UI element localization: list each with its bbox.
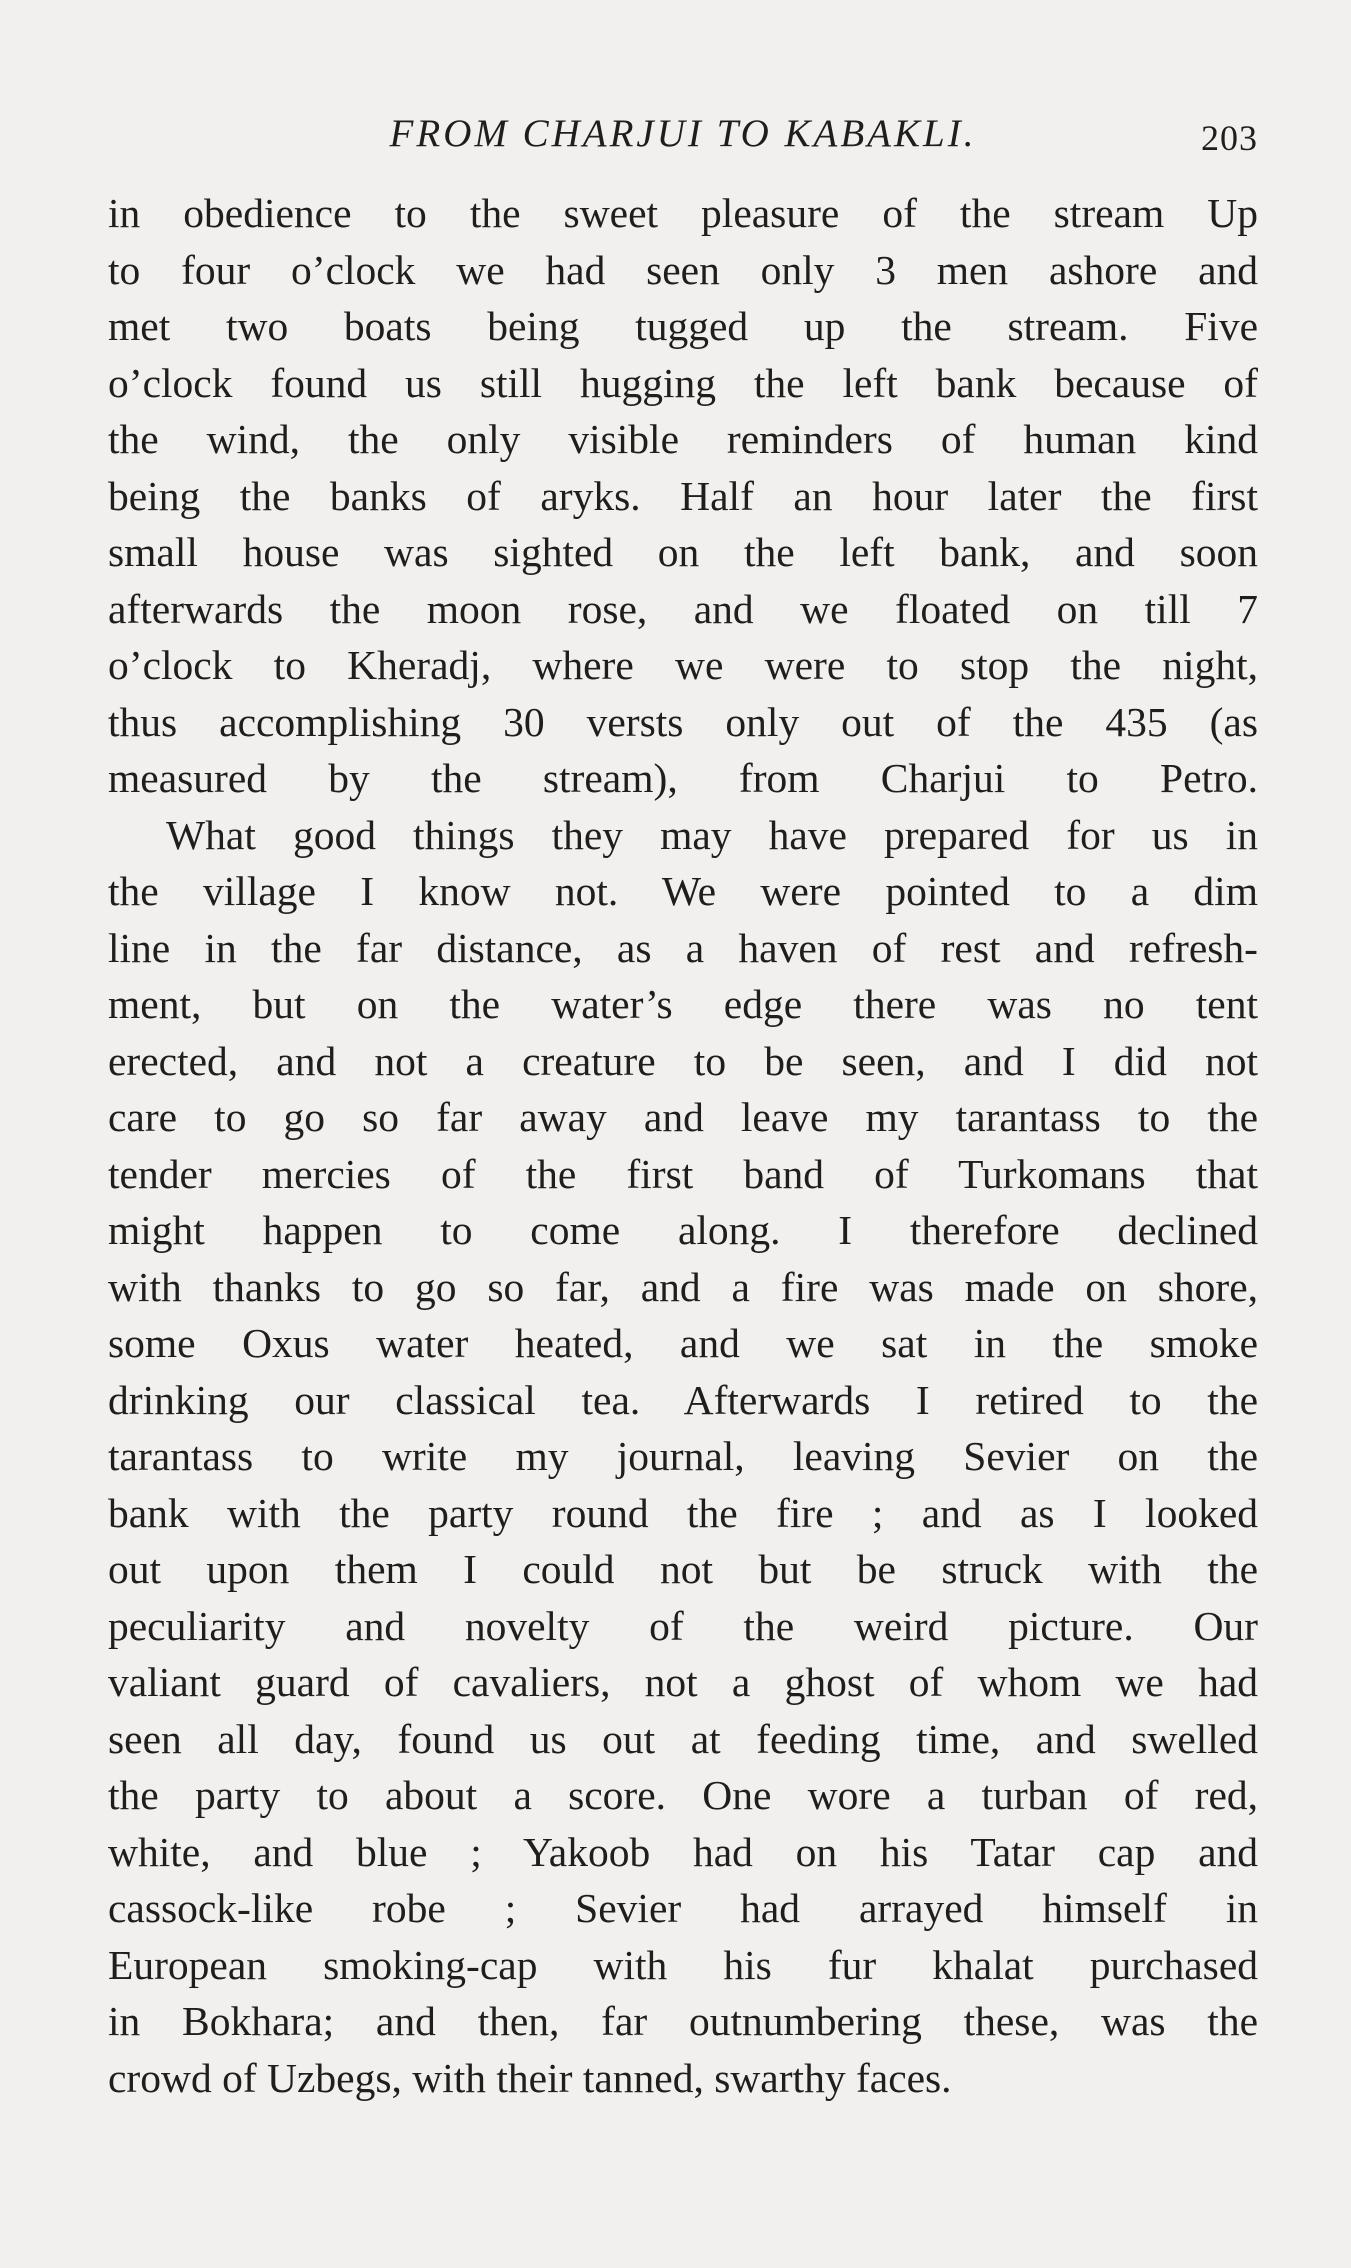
text-line: bank with the party round the fire ; and as I looked bbox=[108, 1489, 1258, 1536]
text-line: tarantass to write my journal, leaving Sevier on the bbox=[108, 1433, 1258, 1479]
text-line: with thanks to go so far, and a fire was made on shore, bbox=[108, 1263, 1258, 1310]
text-line: tender mercies of the first band of Turkomans that bbox=[108, 1150, 1258, 1197]
text-line: erected, and not a creature to be seen, and I did not bbox=[108, 1037, 1258, 1084]
text-line: peculiarity and novelty of the weird picture. Our bbox=[108, 1602, 1258, 1649]
text-line: crowd of Uzbegs, with their tanned, swarthy faces. bbox=[108, 2054, 952, 2101]
running-title: FROM CHARJUI TO KABAKLI. bbox=[389, 112, 977, 155]
text-line: cassock-like robe ; Sevier had arrayed himself in bbox=[108, 1885, 1258, 1931]
text-line: European smoking-cap with his fur khalat purchased bbox=[108, 1941, 1258, 1988]
text-line: drinking our classical tea. Afterwards I retired to the bbox=[108, 1376, 1258, 1423]
text-line: met two boats being tugged up the stream. Five bbox=[108, 303, 1258, 349]
text-line: o’clock found us still hugging the left bank because of bbox=[108, 359, 1258, 406]
text-line: valiant guard of cavaliers, not a ghost of whom we had bbox=[108, 1659, 1258, 1705]
text-line: some Oxus water heated, and we sat in the smoke bbox=[108, 1320, 1258, 1366]
text-line: ment, but on the water’s edge there was no tent bbox=[108, 981, 1258, 1027]
text-line: to four o’clock we had seen only 3 men ashore and bbox=[108, 246, 1258, 293]
page-number: 203 bbox=[1201, 118, 1258, 158]
body-text bbox=[108, 185, 1258, 2106]
text-line: small house was sighted on the left bank, and soon bbox=[108, 529, 1258, 575]
text-line: the wind, the only visible reminders of human kind bbox=[108, 416, 1258, 462]
text-line: being the banks of aryks. Half an hour later the first bbox=[108, 472, 1258, 519]
text-line: the village I know not. We were pointed to a dim bbox=[108, 868, 1258, 914]
text-line: care to go so far away and leave my tarantass to the bbox=[108, 1094, 1258, 1140]
paragraph bbox=[108, 185, 1258, 807]
text-line: might happen to come along. I therefore declined bbox=[108, 1207, 1258, 1253]
text-line: thus accomplishing 30 versts only out of the 435 (as bbox=[108, 698, 1258, 745]
text-line: seen all day, found us out at feeding time, and swelled bbox=[108, 1715, 1258, 1762]
text-line: o’clock to Kheradj, where we were to stop the night, bbox=[108, 642, 1258, 688]
running-head bbox=[108, 108, 1258, 160]
text-line: the party to about a score. One wore a turban of red, bbox=[108, 1772, 1258, 1818]
text-line: What good things they may have prepared for us in bbox=[166, 811, 1258, 858]
paragraph bbox=[108, 807, 1258, 2107]
text-line: out upon them I could not but be struck with the bbox=[108, 1546, 1258, 1592]
text-line: afterwards the moon rose, and we floated on till 7 bbox=[108, 585, 1258, 632]
text-line: measured by the stream), from Charjui to Petro. bbox=[108, 755, 1258, 801]
text-line: line in the far distance, as a haven of rest and refresh- bbox=[108, 924, 1258, 971]
text-line: white, and blue ; Yakoob had on his Tatar cap and bbox=[108, 1828, 1258, 1875]
text-line: in obedience to the sweet pleasure of the stream Up bbox=[108, 190, 1258, 236]
text-line: in Bokhara; and then, far outnumbering these, was the bbox=[108, 1998, 1258, 2044]
